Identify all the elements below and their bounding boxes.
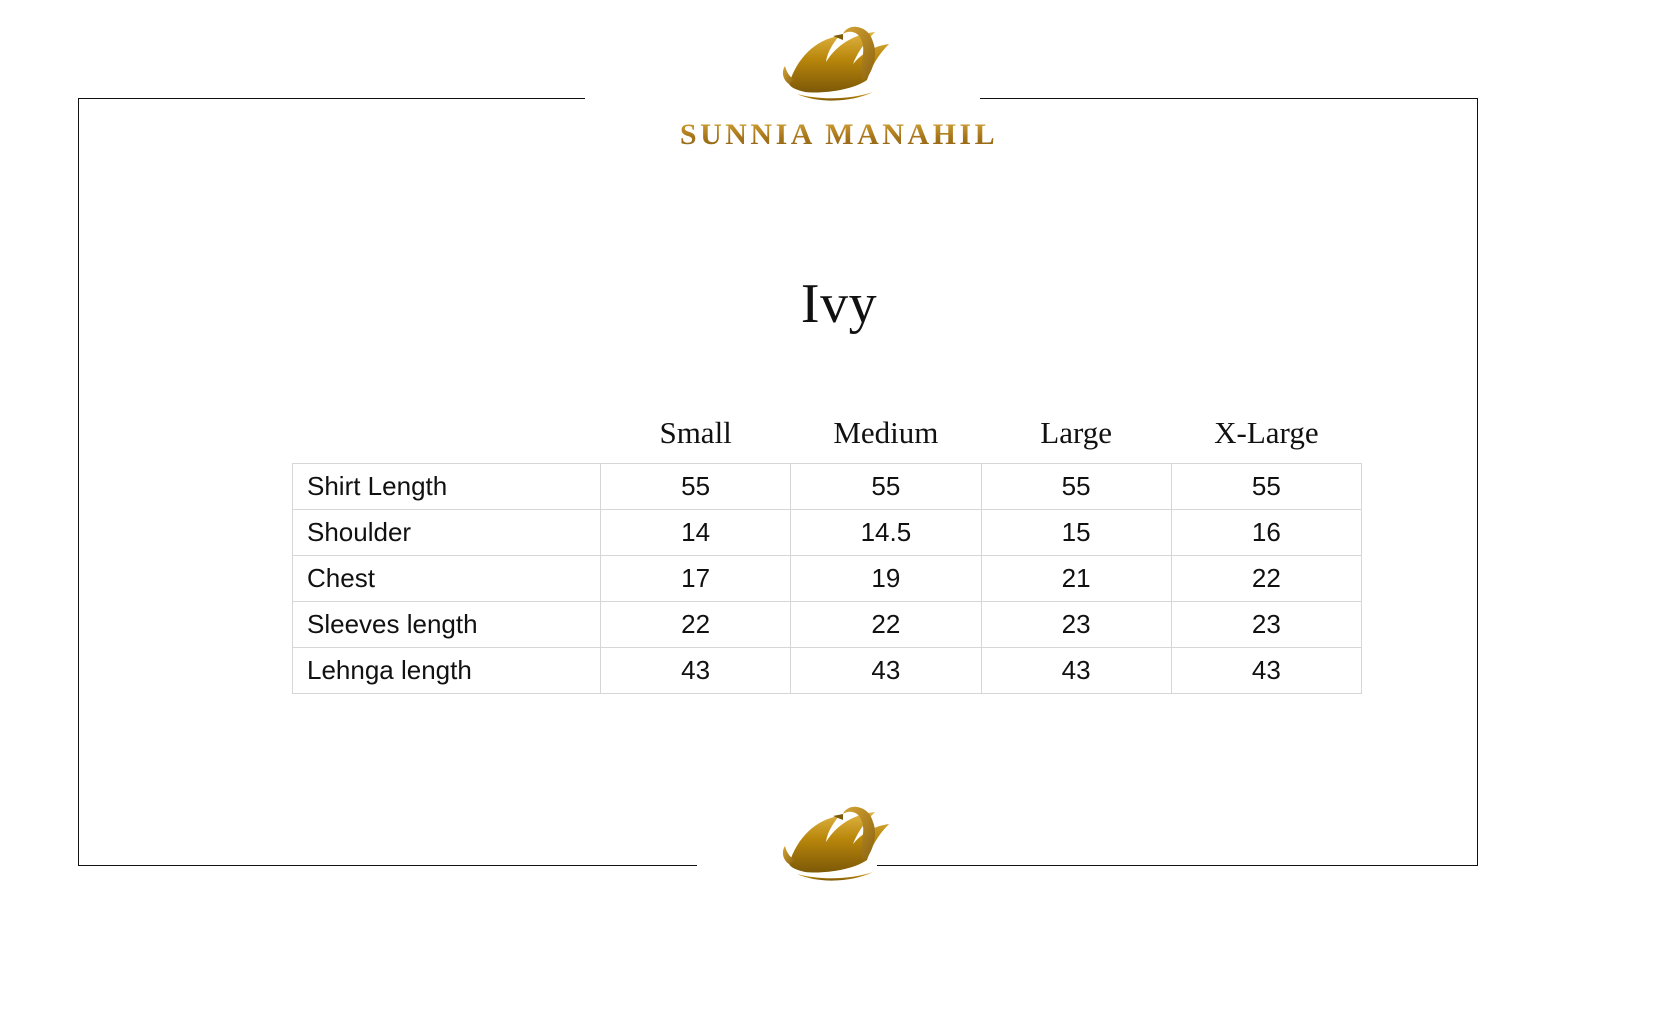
table-row (293, 464, 1362, 510)
table-row (293, 648, 1362, 694)
cell-value: 43 (981, 648, 1171, 694)
column-header-xlarge: X-Large (1214, 415, 1319, 450)
cell-value: 22 (791, 602, 981, 648)
cell-value: 55 (1171, 464, 1361, 510)
cell-value: 22 (601, 602, 791, 648)
column-header-large: Large (1040, 415, 1112, 450)
size-chart (292, 415, 1362, 694)
row-label: Shoulder (293, 510, 601, 556)
cell-value: 43 (1171, 648, 1361, 694)
cell-value: 16 (1171, 510, 1361, 556)
swan-icon (779, 18, 899, 104)
cell-value: 14 (601, 510, 791, 556)
footer-logo (0, 798, 1678, 884)
swan-icon (779, 798, 899, 884)
page-title: Ivy (800, 273, 878, 335)
cell-value: 17 (601, 556, 791, 602)
cell-value: 21 (981, 556, 1171, 602)
cell-value: 15 (981, 510, 1171, 556)
table-row (293, 510, 1362, 556)
column-header-small: Small (659, 415, 732, 450)
cell-value: 14.5 (791, 510, 981, 556)
column-header-measurement (293, 415, 601, 464)
column-header-medium: Medium (833, 415, 939, 450)
cell-value: 19 (791, 556, 981, 602)
cell-value: 55 (981, 464, 1171, 510)
table-header-row (293, 415, 1362, 464)
cell-value: 55 (791, 464, 981, 510)
cell-value: 55 (601, 464, 791, 510)
size-chart-head (293, 415, 1362, 464)
cell-value: 43 (601, 648, 791, 694)
cell-value: 23 (981, 602, 1171, 648)
cell-value: 22 (1171, 556, 1361, 602)
row-label: Shirt Length (293, 464, 601, 510)
cell-value: 23 (1171, 602, 1361, 648)
row-label: Chest (293, 556, 601, 602)
row-label: Lehnga length (293, 648, 601, 694)
brand-name: SUNNIA MANAHIL (0, 118, 1678, 152)
brand-header (0, 18, 1678, 152)
size-chart-table (292, 415, 1362, 694)
table-row (293, 602, 1362, 648)
cell-value: 43 (791, 648, 981, 694)
row-label: Sleeves length (293, 602, 601, 648)
table-row (293, 556, 1362, 602)
size-chart-body (293, 464, 1362, 694)
